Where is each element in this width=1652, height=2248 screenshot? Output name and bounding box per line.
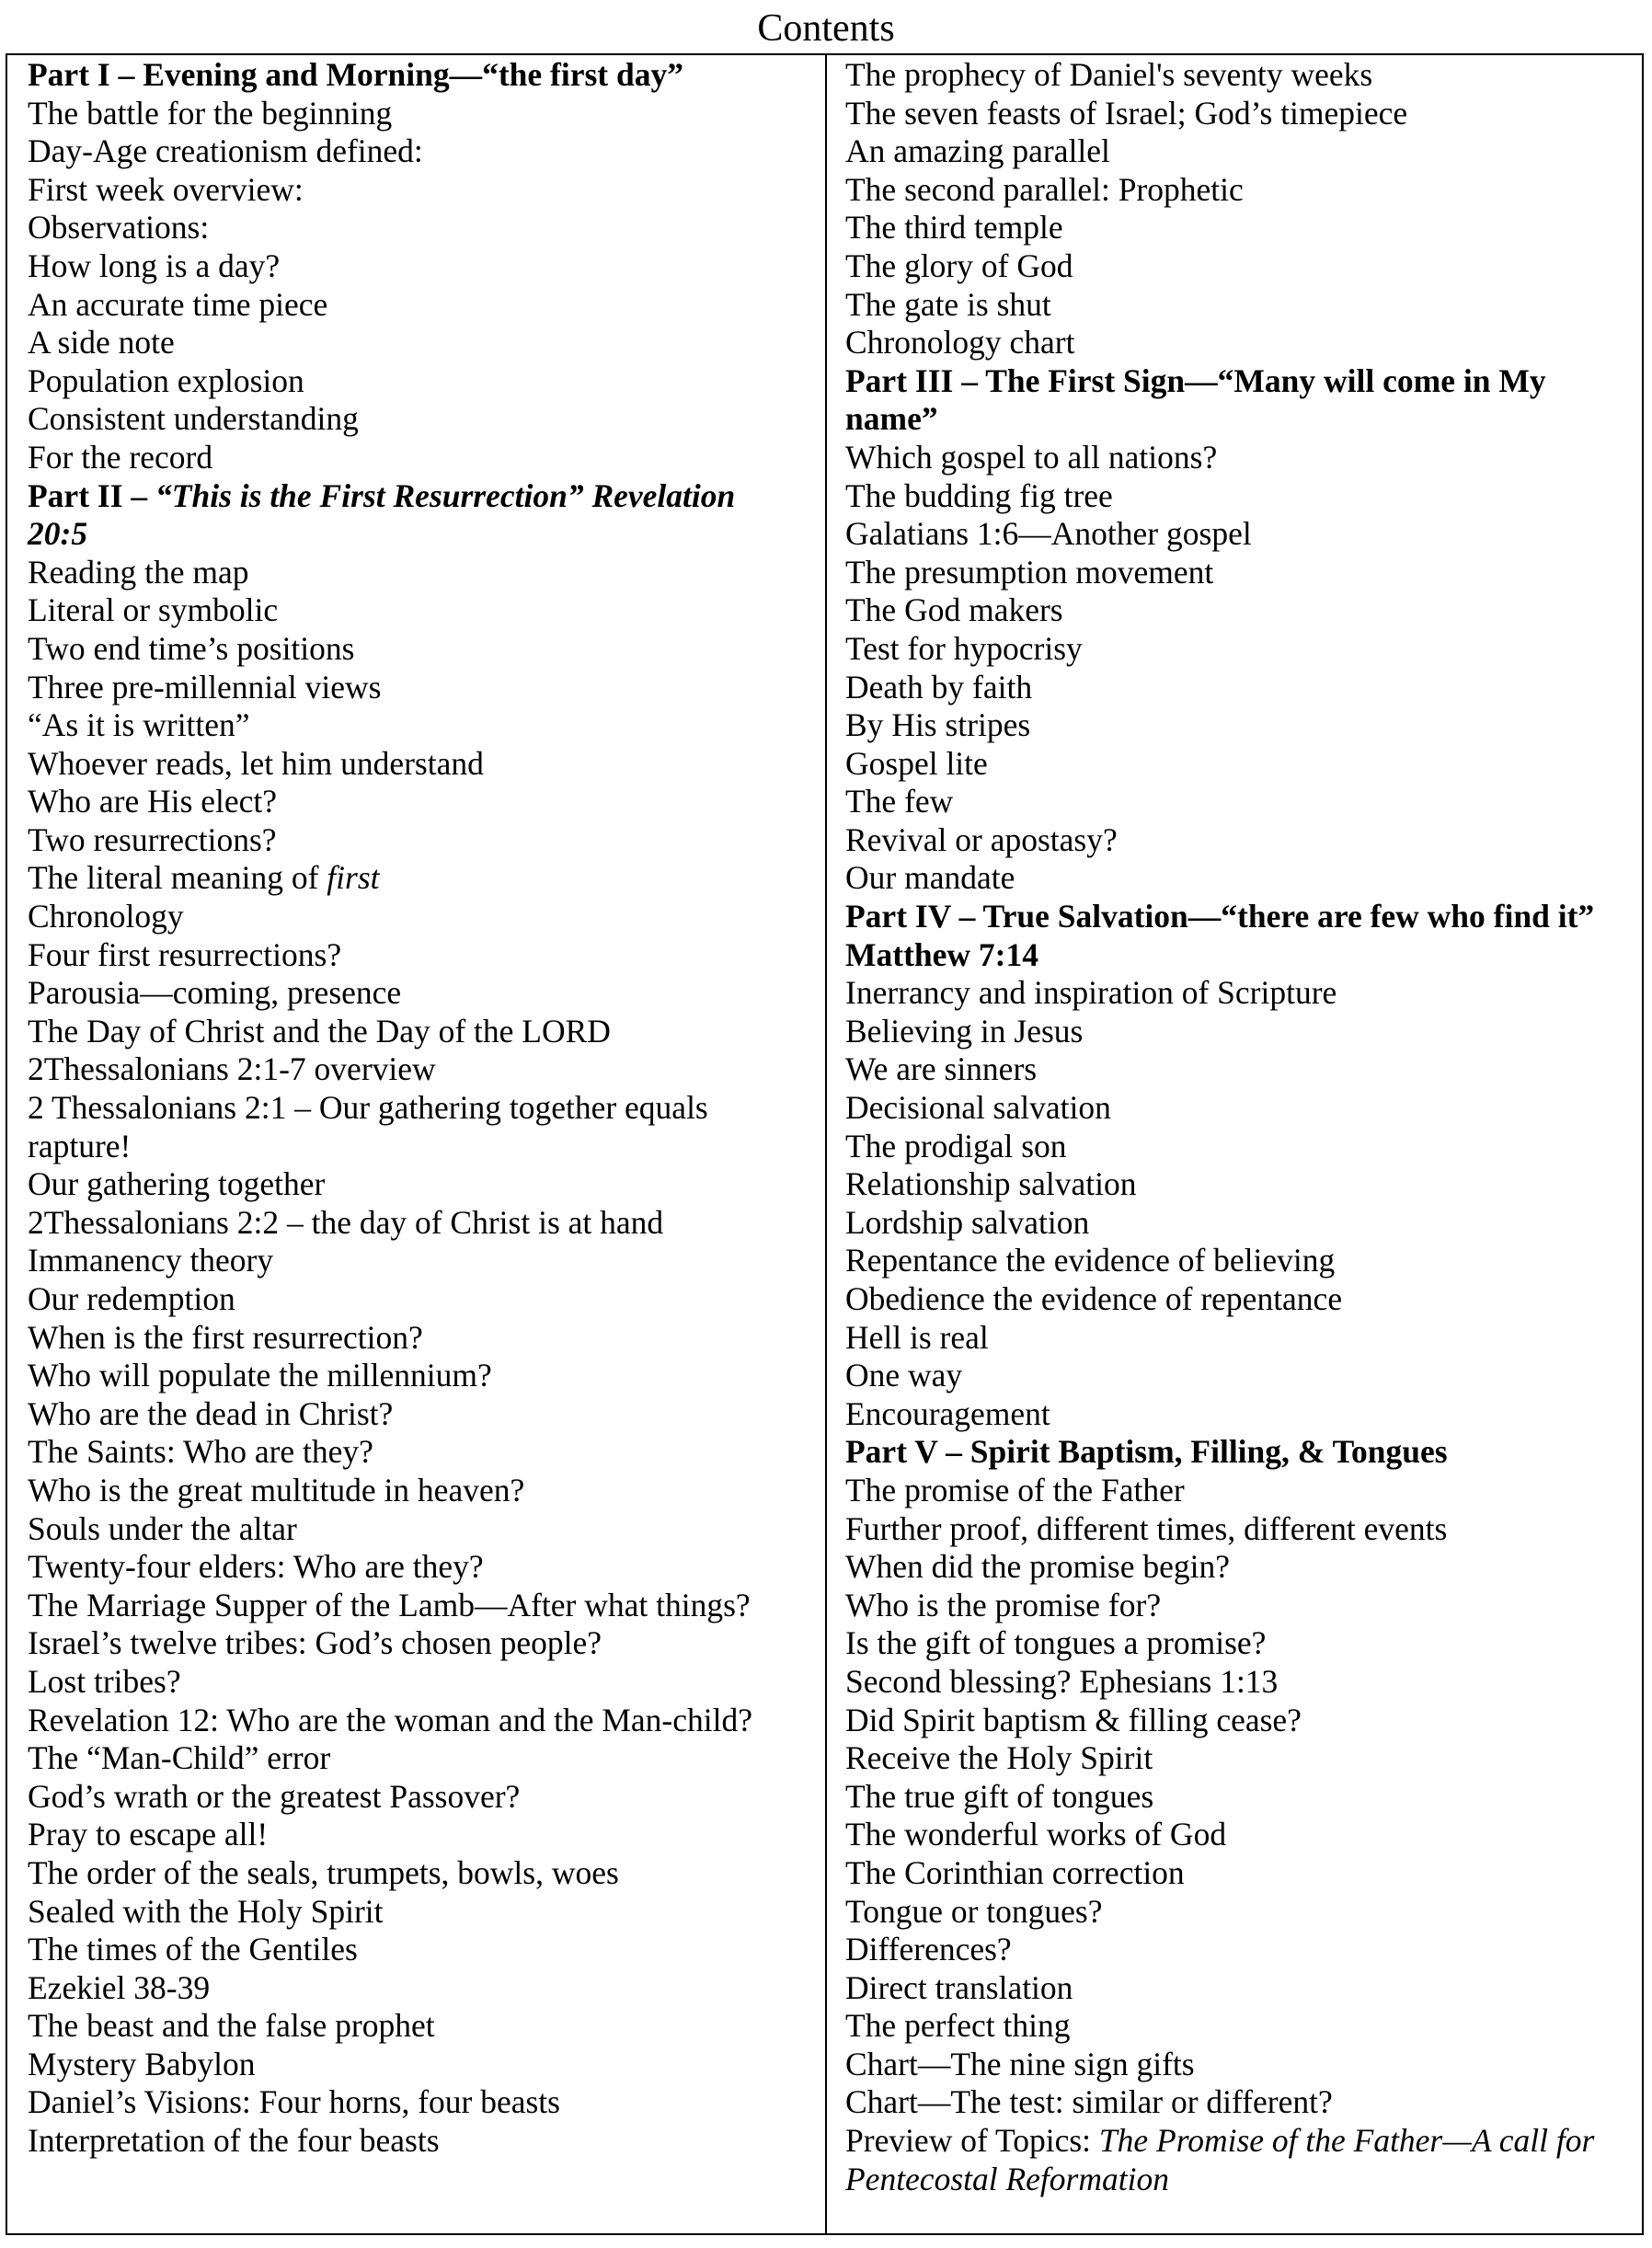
page-title: Contents <box>757 7 895 50</box>
toc-entry: Who are His elect? <box>28 783 278 820</box>
part2-list-b <box>28 898 815 1089</box>
toc-entry: An accurate time piece <box>28 285 328 323</box>
preview-title: The Promise of the Father—A call for <box>1098 2122 1595 2160</box>
toc-entry: The prodigal son <box>845 1127 1067 1164</box>
toc-entry: Is the gift of tongues a promise? <box>845 1624 1267 1662</box>
toc-entry: The Corinthian correction <box>845 1853 1185 1891</box>
toc-entry: Whoever reads, let him understand <box>28 744 484 782</box>
toc-entry: Chronology <box>28 898 184 935</box>
toc-entry: Immanency theory <box>28 1242 274 1279</box>
toc-entry: The beast and the false prophet <box>28 2007 435 2045</box>
part2-list-a <box>28 554 815 860</box>
toc-entry: The budding fig tree <box>845 476 1113 514</box>
toc-entry: Chart—The test: similar or different? <box>845 2083 1333 2121</box>
right-column <box>845 56 1642 2198</box>
part1-heading: Part I – Evening and Morning—“the first day” <box>28 56 683 93</box>
toc-entry: Our gathering together <box>28 1165 326 1203</box>
toc-entry: By His stripes <box>845 706 1031 744</box>
toc-entry: For the record <box>28 438 213 476</box>
toc-entry: Hell is real <box>845 1318 989 1356</box>
part4-list <box>845 974 1642 1433</box>
toc-entry: Sealed with the Holy Spirit <box>28 1892 384 1930</box>
toc-entry: Three pre-millennial views <box>28 668 382 705</box>
literal-meaning-italic: first <box>327 859 380 897</box>
toc-entry: The prophecy of Daniel's seventy weeks <box>845 56 1373 93</box>
toc-entry: Chart—The nine sign gifts <box>845 2045 1195 2082</box>
toc-entry: How long is a day? <box>28 247 281 284</box>
toc-entry: Who is the promise for? <box>845 1586 1162 1623</box>
part2-heading-prefix: Part II – <box>28 476 156 514</box>
toc-entry-literal-meaning <box>28 859 815 898</box>
part2-continued-list <box>845 56 1642 362</box>
toc-entry: Test for hypocrisy <box>845 629 1083 667</box>
toc-entry: “As it is written” <box>28 706 250 744</box>
toc-entry: Which gospel to all nations? <box>845 438 1218 476</box>
toc-entry: Decisional salvation <box>845 1089 1111 1127</box>
preview-prefix: Preview of Topics: <box>845 2122 1099 2160</box>
toc-entry: Daniel’s Visions: Four horns, four beasts <box>28 2083 560 2121</box>
contents-table <box>6 53 1644 2235</box>
toc-entry: Our redemption <box>28 1280 235 1317</box>
column-divider <box>825 55 827 2233</box>
part3-list <box>845 439 1642 898</box>
toc-entry: An amazing parallel <box>845 132 1110 170</box>
toc-entry: Interpretation of the four beasts <box>28 2122 440 2160</box>
toc-entry: The “Man-Child” error <box>28 1739 331 1777</box>
toc-entry: Who will populate the millennium? <box>28 1357 492 1394</box>
toc-entry: A side note <box>28 324 175 361</box>
toc-entry: Two end time’s positions <box>28 629 355 667</box>
toc-entry: Four first resurrections? <box>28 935 342 973</box>
toc-entry: Chronology chart <box>845 324 1075 361</box>
toc-entry: The God makers <box>845 591 1063 629</box>
toc-entry: The Marriage Supper of the Lamb—After what things? <box>28 1586 751 1623</box>
toc-entry: The true gift of tongues <box>845 1777 1154 1815</box>
toc-entry: We are sinners <box>845 1050 1038 1088</box>
toc-entry: Did Spirit baptism & filling cease? <box>845 1701 1302 1738</box>
toc-entry: Two resurrections? <box>28 820 277 858</box>
toc-entry: Galatians 1:6—Another gospel <box>845 515 1252 553</box>
toc-entry: Ezekiel 38-39 <box>28 1968 211 2006</box>
literal-meaning-text: The literal meaning of <box>28 859 327 897</box>
toc-entry: First week overview: <box>28 170 304 208</box>
toc-entry: The times of the Gentiles <box>28 1931 358 1968</box>
part2-heading-verse: 20:5 <box>28 515 88 553</box>
toc-entry: The gate is shut <box>845 285 1051 323</box>
toc-entry: The second parallel: Prophetic <box>845 170 1244 208</box>
toc-entry: Pray to escape all! <box>28 1816 269 1853</box>
toc-entry: Gospel lite <box>845 744 988 782</box>
toc-entry: Day-Age creationism defined: <box>28 132 423 170</box>
toc-entry: Lordship salvation <box>845 1203 1090 1241</box>
toc-entry: Further proof, different times, different events <box>845 1509 1448 1547</box>
toc-entry: The order of the seals, trumpets, bowls, woes <box>28 1853 619 1891</box>
toc-entry: Obedience the evidence of repentance <box>845 1280 1343 1317</box>
toc-entry: Observations: <box>28 209 210 247</box>
toc-entry: 2Thessalonians 2:1-7 overview <box>28 1050 436 1088</box>
toc-entry: Believing in Jesus <box>845 1012 1084 1049</box>
toc-entry: Direct translation <box>845 1968 1073 2006</box>
toc-entry: The few <box>845 783 954 820</box>
part2-list-c <box>28 1165 815 2160</box>
toc-entry: Mystery Babylon <box>28 2045 256 2082</box>
toc-entry: Differences? <box>845 1931 1012 1968</box>
toc-entry: Our mandate <box>845 859 1015 897</box>
toc-entry: Who are the dead in Christ? <box>28 1394 394 1432</box>
left-column <box>28 56 815 2161</box>
toc-entry: Second blessing? Ephesians 1:13 <box>845 1662 1279 1700</box>
toc-entry: The wonderful works of God <box>845 1816 1227 1853</box>
part4-heading: Part IV – True Salvation—“there are few who find it” <box>845 898 1595 935</box>
toc-entry: God’s wrath or the greatest Passover? <box>28 1777 521 1815</box>
toc-entry: Tongue or tongues? <box>845 1892 1103 1930</box>
part2-heading-title: “This is the First Resurrection” Revelation <box>155 476 736 514</box>
toc-entry: Revival or apostasy? <box>845 820 1118 858</box>
toc-entry: The seven feasts of Israel; God’s timepiece <box>845 94 1408 132</box>
toc-entry: When is the first resurrection? <box>28 1318 423 1356</box>
toc-entry: The perfect thing <box>845 2007 1071 2045</box>
toc-entry: Repentance the evidence of believing <box>845 1242 1336 1279</box>
toc-entry: Encouragement <box>845 1394 1050 1432</box>
toc-entry: One way <box>845 1357 963 1394</box>
toc-entry: Inerrancy and inspiration of Scripture <box>845 974 1337 1012</box>
toc-entry: Israel’s twelve tribes: God’s chosen people? <box>28 1624 602 1662</box>
toc-entry: The battle for the beginning <box>28 94 393 132</box>
part5-heading: Part V – Spirit Baptism, Filling, & Tongues <box>845 1433 1448 1471</box>
toc-entry: Revelation 12: Who are the woman and the Man-child? <box>28 1701 752 1738</box>
toc-entry: Death by faith <box>845 668 1033 705</box>
part4-heading-cont: Matthew 7:14 <box>845 935 1038 973</box>
toc-entry: Reading the map <box>28 553 249 591</box>
toc-entry: The presumption movement <box>845 553 1214 591</box>
toc-entry: Consistent understanding <box>28 400 359 438</box>
toc-entry: Souls under the altar <box>28 1509 297 1547</box>
toc-entry: Lost tribes? <box>28 1662 181 1700</box>
part1-list <box>28 95 815 477</box>
toc-entry: The promise of the Father <box>845 1471 1185 1508</box>
toc-entry: Population explosion <box>28 361 304 399</box>
toc-entry-preview-cont: Pentecostal Reformation <box>845 2160 1169 2197</box>
toc-entry-thess-gathering-cont: rapture! <box>28 1127 132 1164</box>
toc-entry: Twenty-four elders: Who are they? <box>28 1548 484 1586</box>
toc-entry: 2Thessalonians 2:2 – the day of Christ is at hand <box>28 1203 664 1241</box>
toc-entry: The Day of Christ and the Day of the LORD <box>28 1012 611 1049</box>
toc-entry: The third temple <box>845 209 1063 247</box>
toc-entry: The glory of God <box>845 247 1073 284</box>
toc-entry-thess-gathering: 2 Thessalonians 2:1 – Our gathering together equals <box>28 1089 708 1127</box>
toc-entry: The Saints: Who are they? <box>28 1433 373 1471</box>
toc-entry: Relationship salvation <box>845 1165 1137 1203</box>
toc-entry: Who is the great multitude in heaven? <box>28 1471 525 1508</box>
toc-entry: Parousia—coming, presence <box>28 974 402 1012</box>
part5-list <box>845 1472 1642 2122</box>
toc-entry-preview <box>845 2122 1642 2161</box>
part3-heading-cont: name” <box>845 400 938 438</box>
toc-entry: When did the promise begin? <box>845 1548 1230 1586</box>
part3-heading: Part III – The First Sign—“Many will come in My <box>845 361 1546 399</box>
part2-heading <box>28 477 815 516</box>
toc-entry: Receive the Holy Spirit <box>845 1739 1153 1777</box>
toc-entry: Literal or symbolic <box>28 591 279 629</box>
